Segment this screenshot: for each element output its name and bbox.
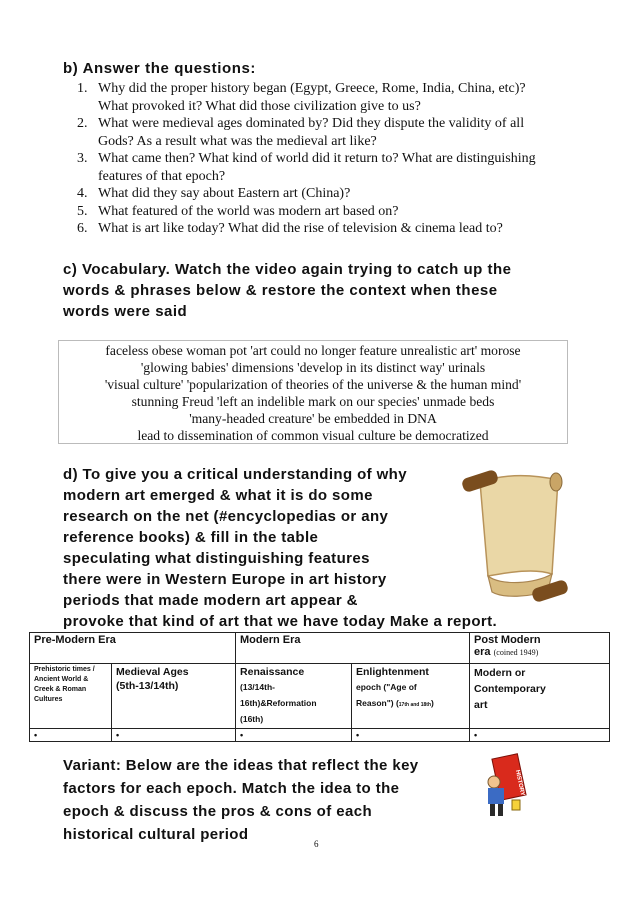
person-body [488,788,504,804]
post-modern-header [470,633,610,664]
question-text: What featured of the world was modern art based on? [98,203,399,219]
cell-line: Modern or [474,667,526,679]
cell-line: Creek & Roman [34,686,87,693]
question-text: What were medieval ages dominated by? Did they dispute the validity of all [98,116,525,131]
question-number: 5. [77,203,88,219]
heading-line: words were said [63,303,188,320]
heading-line: epoch & discuss the pros & cons of each [63,803,373,820]
bullet-cell: • [30,729,112,742]
question-text: What is art like today? What did the rise of television & cinema lead to? [98,221,503,236]
bullet-cell: • [470,729,610,742]
heading-line: words & phrases below & restore the context when these [63,282,498,299]
question-item [77,220,577,238]
cell-line: Medieval Ages [116,666,189,678]
heading-line: research on the net (#encyclopedias or any [63,508,389,525]
question-number: 4. [77,186,88,201]
question-item [77,115,577,150]
heading-line: historical cultural period [63,826,249,843]
vocab-line: lead to dissemination of common visual culture be democratized [137,428,489,443]
book-label: HISTORY [513,769,526,797]
vocab-line: stunning Freud 'left an indelible mark on our species' unmade beds [131,394,495,409]
heading-line: Variant: Below are the ideas that reflect the key [63,757,419,774]
scroll-illustration [440,464,585,614]
vocab-line: 'many-headed creature' be embedded in DNA [189,411,437,426]
question-number: 2. [77,116,88,131]
cell-line: &Reformation [260,698,317,708]
era-table [29,632,610,742]
vocab-line: 'glowing babies' dimensions 'develop in its distinct way' urinals [140,360,486,375]
heading-line: modern art emerged & what it is do some [63,487,373,504]
page-number: 6 [314,839,319,849]
pre-modern-header: Pre-Modern Era [30,633,236,664]
person-leg [490,804,495,816]
heading-line: c) Vocabulary. Watch the video again trying to catch up the [63,261,512,278]
cell-line: Renaissance [240,666,305,678]
cell-line: Prehistoric times / [34,666,95,673]
question-item [77,150,577,185]
renaissance-cell [236,664,352,729]
coined-note: (coined 1949) [493,648,539,657]
question-item [77,185,577,203]
enlightenment-cell [352,664,470,729]
cell-line: 16th) [240,698,261,708]
modern-header: Modern Era [236,633,470,664]
cell-line: Contemporary [474,683,546,695]
question-text: Gods? As a result what was the medieval art like? [98,133,377,149]
vocab-line: 'visual culture' 'popularization of theories of the universe & the human mind' [104,377,522,392]
heading-line: periods that made modern art appear & [63,592,358,609]
bullet-cell: • [352,729,470,742]
question-text: What did they say about Eastern art (China)? [98,186,351,201]
heading-line: provoke that kind of art that we have today Make a report. [63,613,498,630]
scroll-paper [480,476,558,576]
question-text: Why did the proper history began (Egypt, Greece, Rome, India, China, etc)? [98,81,526,96]
post-modern-era-label: era [474,646,491,658]
cell-line: Enlightenment [356,666,429,678]
question-item [77,80,577,115]
cell-line: Reason") ( [356,698,399,708]
table-row [30,729,610,742]
question-text: features of that epoch? [98,168,226,184]
cell-line: art [474,699,488,711]
heading-line: d) To give you a critical understanding of why [63,466,407,483]
cell-line: epoch ("Age of [356,682,417,692]
section-c-heading [63,259,583,322]
contemporary-cell [470,664,610,729]
cell-line: ) [431,698,434,708]
variant-heading [63,754,483,846]
question-text: What provoked it? What did those civilization give to us? [98,98,421,114]
post-modern-label: Post Modern [474,634,541,646]
cell-line: (13/14th- [240,682,275,692]
cell-line: Ancient World & [34,676,89,683]
question-number: 3. [77,151,88,166]
question-text: What came then? What kind of world did it return to? What are distinguishing [98,151,536,166]
heading-line: factors for each epoch. Match the idea to the [63,780,400,797]
question-item [77,203,577,221]
table-row [30,664,610,729]
scroll-roll-end [550,473,562,491]
section-b-heading: b) Answer the questions: [63,60,257,77]
person-head [488,776,500,788]
history-book-illustration [482,752,534,820]
cell-line: 17th and 18th [398,702,432,708]
cell-line: Cultures [34,696,63,703]
question-list [77,80,577,238]
bullet-cell: • [112,729,236,742]
medieval-cell [112,664,236,729]
cell-line: (5th-13/14th) [116,680,179,692]
vocabulary-box [58,340,568,444]
question-number: 6. [77,221,88,236]
question-number: 1. [77,81,88,96]
heading-line: speculating what distinguishing features [63,550,370,567]
bullet-cell: • [236,729,352,742]
vocab-line: faceless obese woman pot 'art could no longer feature unrealistic art' morose [105,343,521,358]
person-leg [498,804,503,816]
prehistoric-cell [30,664,112,729]
book-pages [512,800,520,810]
heading-line: there were in Western Europe in art history [63,571,387,588]
heading-line: reference books) & fill in the table [63,529,319,546]
cell-line: (16th) [240,714,264,724]
table-header-row [30,633,610,664]
